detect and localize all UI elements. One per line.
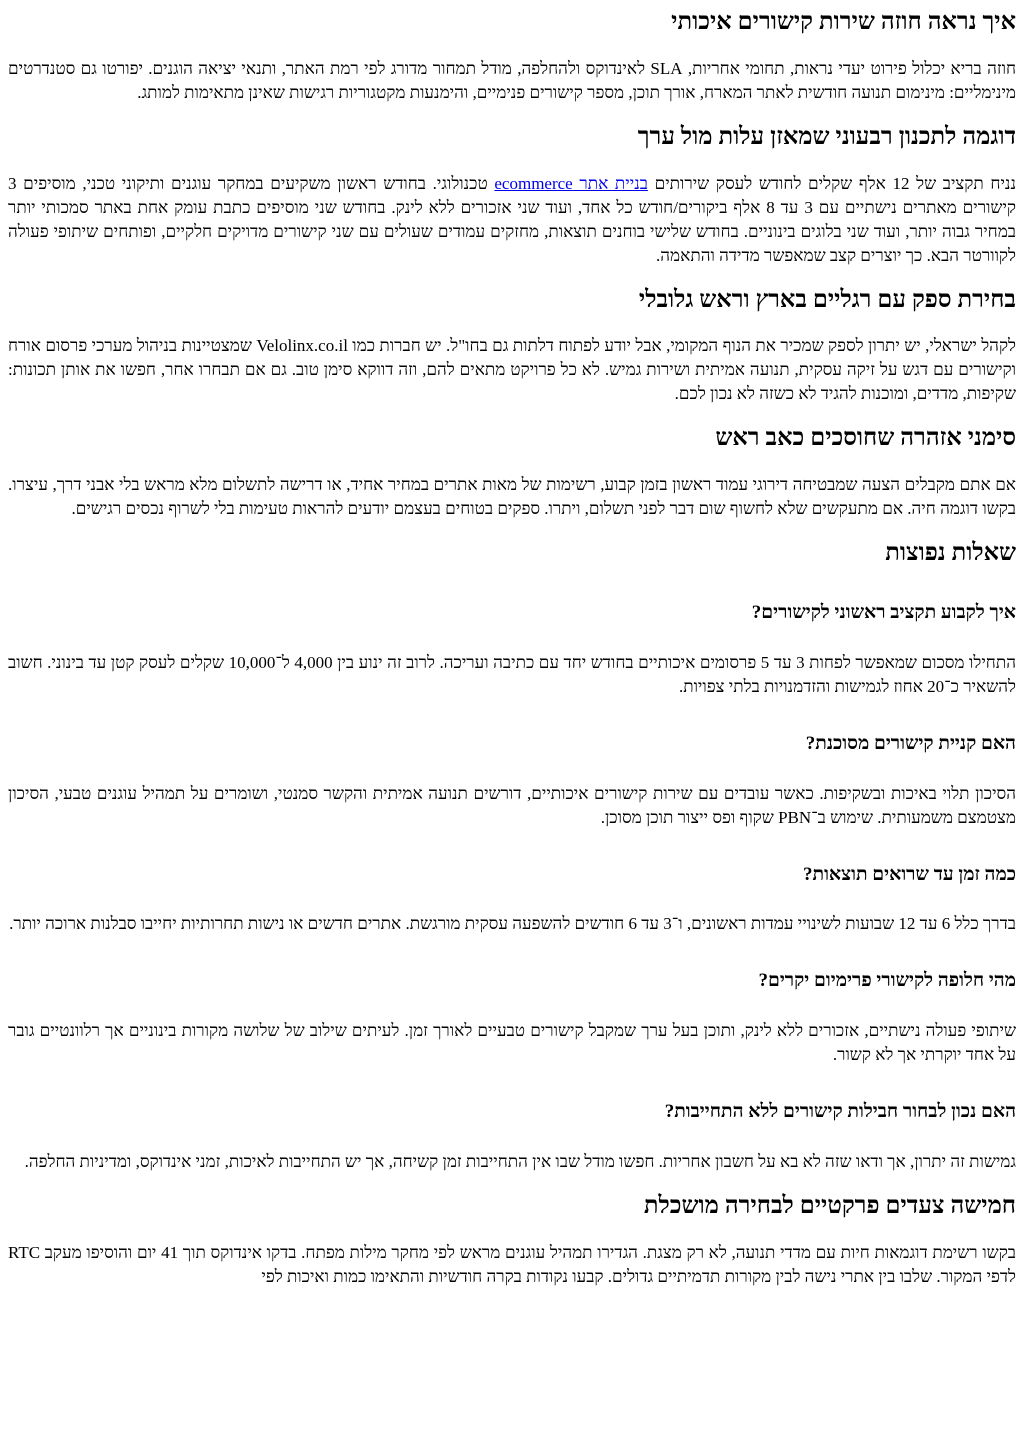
section-paragraph-warning-signs: אם אתם מקבלים הצעה שמבטיחה דירוגי עמוד ראשון בזמן קבוע, רשימות של מאות אתרים במחיר אחיד, או דרישה לתשלום מלא מראש בלי אבני דרך, עיצרו. בקשו דוגמה חיה. אם מתעקשים שלא לחשוף שום דבר לפני תשלום, ויתרו. ספקים בטוחים בעצמם יודעים להראות טעימות בלי לשרוף נכסים רגישים. (8, 475, 1016, 519)
faq-question-premium-alternative: מהי חלופה לקישורי פרימיום יקרים? (758, 970, 1016, 992)
faq-answer-premium-alternative: שיתופי פעולה נישתיים, אזכורים ללא לינק, ותוכן בעל ערך שמקבל קישורים טבעיים לאורך זמן. לעיתים שילוב של שלושה מקורות בינוניים אך רלוונטיים גובר על אחד יוקרתי אך לא קשור. (8, 1021, 1016, 1065)
faq-answer-no-commitment: גמישות זה יתרון, אך ודאו שזה לא בא על חשבון אחריות. חפשו מודל שבו אין התחייבות זמן קשיחה, אך יש התחייבות לאיכות, זמני אינדוקס, ומדיניות החלפה. (24, 1151, 1016, 1171)
faq-question-no-commitment: האם נכון לבחור חבילות קישורים ללא התחייבות? (664, 1101, 1016, 1123)
section-heading-vendor-choice: בחירת ספק עם רגליים בארץ וראש גלובלי (638, 286, 1016, 313)
faq-heading: שאלות נפוצות (885, 540, 1016, 567)
section-paragraph-vendor-choice: לקהל ישראלי, יש יתרון לספק שמכיר את הנוף המקומי, אבל יודע לפתוח דלתות גם בחו"ל. יש חברות כמו Velolinx.co.il שמצטיינות בניהול מערכי פרסום אורח וקישורים עם דגש על זיקה עסקית, תנועה אמיתית ושירות גמיש. לא כל פרויקט מתאים להם, וזה דווקא סימן טוב. גם אם תבחרו אחר, חפשו את אותן תכונות: שקיפות, מדדים, ומוכנות להגיד לא כשזה לא נכון לכם. (8, 336, 1016, 404)
faq-answer-budget: התחילו מסכום שמאפשר לפחות 3 עד 5 פרסומים איכותיים בחודש יחד עם כתיבה ועריכה. לרוב זה ינוע בין 4,000 ל־10,000 שקלים לעסק קטן עד בינוני. חשוב להשאיר כ־20 אחוז לגמישות והזדמנויות בלתי צפויות. (8, 652, 1016, 696)
ecommerce-site-building-link[interactable]: בניית אתר ecommerce (494, 173, 648, 193)
paragraph-text-before-link: נניח תקציב של 12 אלף שקלים לחודש לעסק שירותים (647, 173, 1016, 193)
section-heading-quality-contract: איך נראה חוזה שירות קישורים איכותי (671, 9, 1016, 35)
section-paragraph-quality-contract: חוזה בריא יכלול פירוט יעדי נראות, תחומי אחריות, SLA לאינדוקס ולהחלפה, מודל תמחור מדורג לפי רמת האתר, ותנאי יציאה הוגנים. יפורטו גם סטנדרטים מינימליים: מינימום תנועה חודשית לאתר המארח, אורך תוכן, מספר קישורים פנימיים, והימנעות מקטגוריות רגישות שאינן מתאימות למותג. (8, 58, 1016, 102)
section-heading-warning-signs: סימני אזהרה שחוסכים כאב ראש (715, 425, 1016, 452)
section-heading-quarterly-plan: דוגמה לתכנון רבעוני שמאזן עלות מול ערך (637, 123, 1016, 150)
faq-question-risk: האם קניית קישורים מסוכנת? (805, 732, 1016, 754)
section-heading-five-steps: חמישה צעדים פרקטיים לבחירה מושכלת (643, 1192, 1016, 1219)
faq-answer-risk: הסיכון תלוי באיכות ובשקיפות. כאשר עובדים עם שירות קישורים איכותיים, דורשים תנועה אמיתית והקשר סמנטי, ושומרים על תמהיל עוגנים טבעי, הסיכון מצטמצם משמעותית. שימוש ב־PBN שקוף ופס ייצור תוכן מסוכן. (8, 783, 1016, 827)
paragraph-text-after-link: טכנולוגי. בחודש ראשון משקיעים במחקר עוגנים ותיקוני טכני, מוסיפים 3 קישורים מאתרים נישתיים עם 3 עד 8 אלף ביקורים/חודש כל אחד, ועוד שני אזכורים ללא לינק. בחודש שני מוסיפים כתבת עומק אחת באתר סמכותי יותר במחיר גבוה יותר, ועוד שני בלוגים בינוניים. בחודש שלישי בוחנים תוצאות, מחזקים עמודים שעולים עם שני קישורים מדויקים חלקיים, ופותחים שיתופי פעולה לקוורטר הבא. כך יוצרים קצב שמאפשר מדידה והתאמה. (8, 173, 1017, 265)
faq-question-budget: איך לקבוע תקציב ראשוני לקישורים? (751, 601, 1016, 623)
faq-question-timeline: כמה זמן עד שרואים תוצאות? (802, 863, 1016, 885)
faq-list (8, 602, 1016, 1174)
section-paragraph-quarterly-plan (8, 172, 1016, 268)
faq-answer-timeline: בדרך כלל 6 עד 12 שבועות לשינויי עמדות ראשונים, ו־3 עד 6 חודשים להשפעה עסקית מורגשת. אתרים חדשים או נישות תחרותיות יחייבו סבלנות ארוכה יותר. (9, 914, 1016, 934)
section-paragraph-five-steps: בקשו רשימת דוגמאות חיות עם מדדי תנועה, לא רק מצגת. הגדירו תמהיל עוגנים מראש לפי מחקר מילות מפתח. בדקו אינדוקס תוך 41 יום והוסיפו מעקב RTC לדפי המקור. שלבו בין אתרי נישה לבין מקורות תדמיתיים גדולים. קבעו נקודות בקרה חודשיות והתאימו כמות ואיכות לפי (8, 1242, 1016, 1286)
